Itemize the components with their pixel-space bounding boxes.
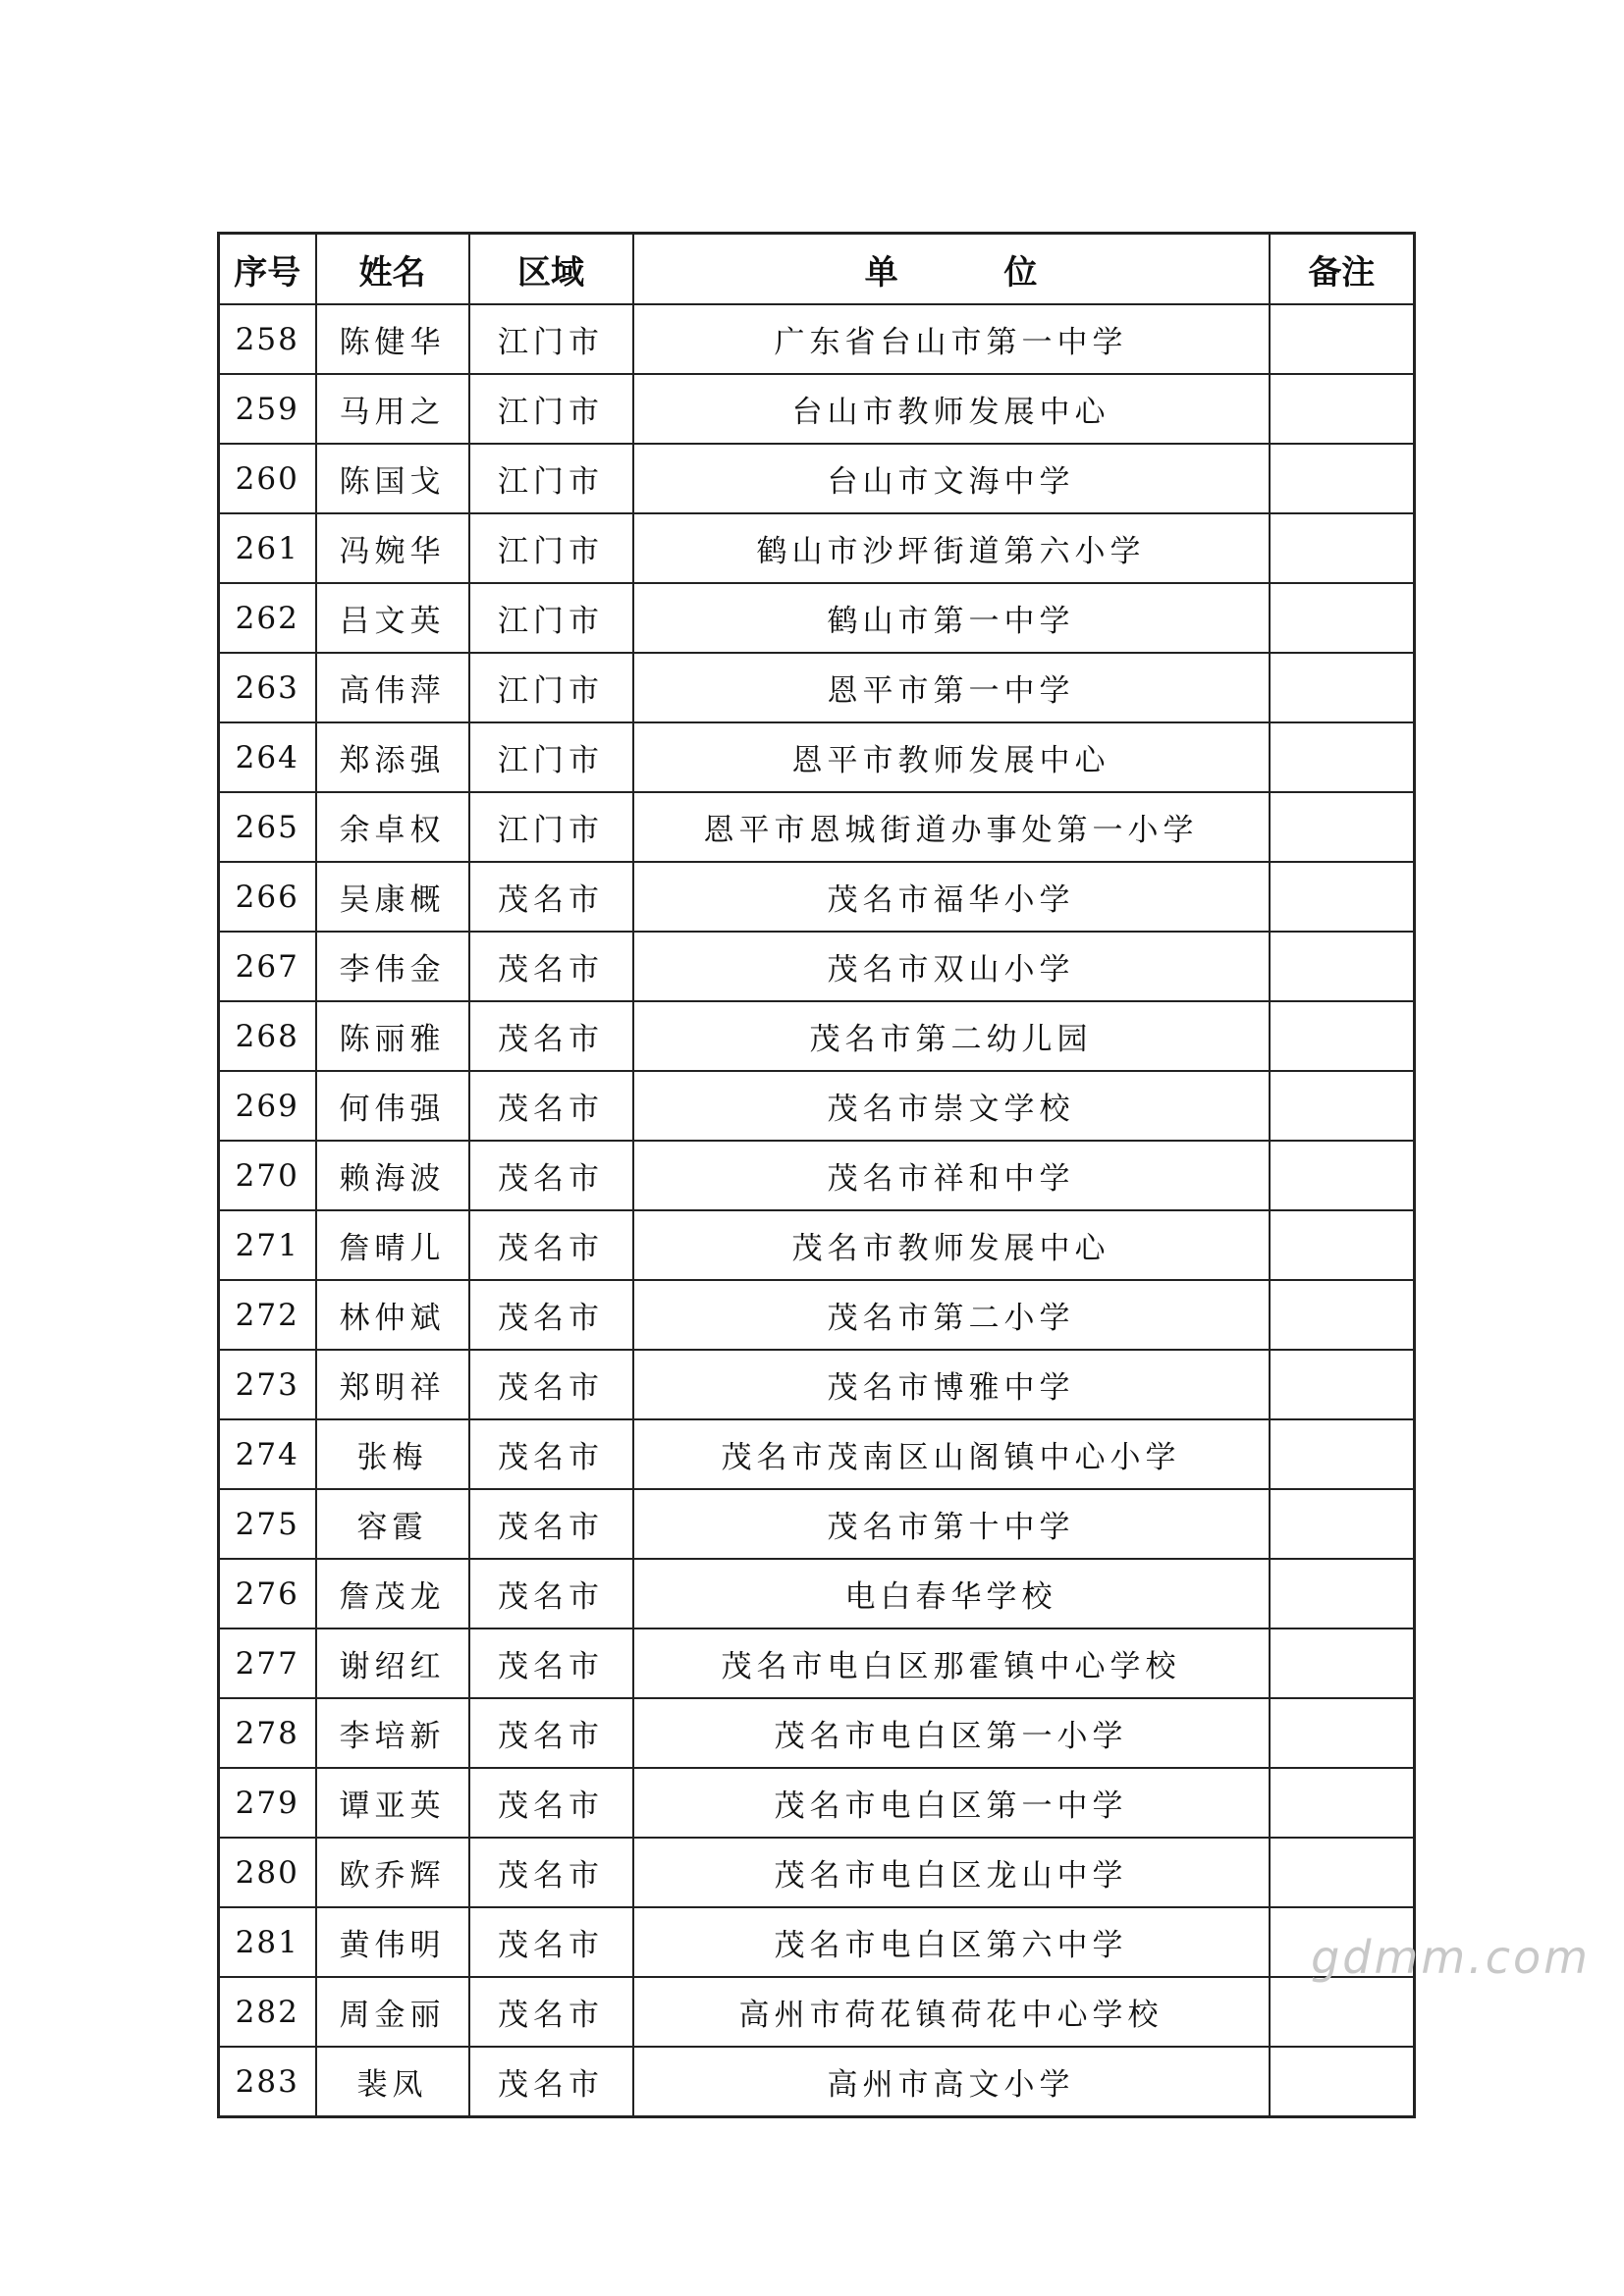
cell-no: 279 (219, 1768, 316, 1838)
cell-name: 陈国戈 (316, 444, 469, 513)
cell-note (1270, 513, 1415, 583)
cell-region: 江门市 (469, 304, 633, 374)
cell-no: 262 (219, 583, 316, 653)
cell-unit: 茂名市电白区第一中学 (633, 1768, 1270, 1838)
cell-name: 谭亚英 (316, 1768, 469, 1838)
table-row (219, 513, 1415, 583)
cell-name: 陈健华 (316, 304, 469, 374)
cell-name: 张梅 (316, 1419, 469, 1489)
cell-region: 江门市 (469, 374, 633, 444)
cell-unit: 茂名市第二幼儿园 (633, 1001, 1270, 1071)
cell-name: 林仲斌 (316, 1280, 469, 1350)
cell-no: 268 (219, 1001, 316, 1071)
table-row (219, 1350, 1415, 1419)
table-row (219, 932, 1415, 1001)
cell-no: 265 (219, 792, 316, 862)
cell-name: 谢绍红 (316, 1629, 469, 1698)
table-row (219, 304, 1415, 374)
cell-unit: 鹤山市第一中学 (633, 583, 1270, 653)
table-row (219, 1141, 1415, 1210)
watermark: gdmm.com (1311, 1931, 1591, 1984)
cell-region: 茂名市 (469, 1001, 633, 1071)
cell-name: 容霞 (316, 1489, 469, 1559)
cell-region: 茂名市 (469, 862, 633, 932)
cell-no: 264 (219, 722, 316, 792)
cell-unit: 茂名市电白区第一小学 (633, 1698, 1270, 1768)
cell-no: 271 (219, 1210, 316, 1280)
header-name: 姓名 (316, 234, 469, 305)
table-row (219, 1768, 1415, 1838)
cell-unit: 茂名市双山小学 (633, 932, 1270, 1001)
cell-unit: 茂名市祥和中学 (633, 1141, 1270, 1210)
cell-region: 江门市 (469, 653, 633, 722)
table-row (219, 1419, 1415, 1489)
cell-name: 赖海波 (316, 1141, 469, 1210)
cell-region: 茂名市 (469, 1977, 633, 2047)
cell-region: 茂名市 (469, 1489, 633, 1559)
cell-no: 283 (219, 2047, 316, 2117)
table-header (219, 234, 1415, 305)
cell-region: 茂名市 (469, 1768, 633, 1838)
cell-unit: 鹤山市沙坪街道第六小学 (633, 513, 1270, 583)
cell-name: 欧乔辉 (316, 1838, 469, 1907)
cell-region: 茂名市 (469, 1350, 633, 1419)
cell-note (1270, 1977, 1415, 2047)
cell-note (1270, 932, 1415, 1001)
cell-note (1270, 1210, 1415, 1280)
cell-no: 267 (219, 932, 316, 1001)
cell-no: 261 (219, 513, 316, 583)
cell-unit: 茂名市第十中学 (633, 1489, 1270, 1559)
cell-note (1270, 722, 1415, 792)
cell-region: 茂名市 (469, 1698, 633, 1768)
cell-unit: 茂名市第二小学 (633, 1280, 1270, 1350)
cell-name: 陈丽雅 (316, 1001, 469, 1071)
cell-no: 276 (219, 1559, 316, 1629)
cell-name: 詹茂龙 (316, 1559, 469, 1629)
cell-name: 黄伟明 (316, 1907, 469, 1977)
cell-note (1270, 792, 1415, 862)
cell-note (1270, 1559, 1415, 1629)
cell-name: 李培新 (316, 1698, 469, 1768)
cell-no: 273 (219, 1350, 316, 1419)
table-row (219, 374, 1415, 444)
header-row (219, 234, 1415, 305)
table-row (219, 1629, 1415, 1698)
cell-note (1270, 583, 1415, 653)
cell-no: 277 (219, 1629, 316, 1698)
table-row (219, 653, 1415, 722)
table-row (219, 1489, 1415, 1559)
cell-note (1270, 1838, 1415, 1907)
table-row (219, 862, 1415, 932)
table-row (219, 1280, 1415, 1350)
table-body (219, 304, 1415, 2117)
cell-note (1270, 374, 1415, 444)
cell-unit: 茂名市电白区那霍镇中心学校 (633, 1629, 1270, 1698)
cell-unit: 茂名市福华小学 (633, 862, 1270, 932)
cell-no: 270 (219, 1141, 316, 1210)
table-row (219, 792, 1415, 862)
cell-note (1270, 1001, 1415, 1071)
cell-unit: 茂名市茂南区山阁镇中心小学 (633, 1419, 1270, 1489)
cell-name: 郑添强 (316, 722, 469, 792)
table-row (219, 1071, 1415, 1141)
cell-name: 马用之 (316, 374, 469, 444)
table-row (219, 1977, 1415, 2047)
cell-note (1270, 444, 1415, 513)
cell-name: 吕文英 (316, 583, 469, 653)
cell-region: 江门市 (469, 722, 633, 792)
cell-note (1270, 1489, 1415, 1559)
cell-name: 冯婉华 (316, 513, 469, 583)
cell-region: 江门市 (469, 513, 633, 583)
cell-unit: 高州市高文小学 (633, 2047, 1270, 2117)
cell-unit: 电白春华学校 (633, 1559, 1270, 1629)
cell-unit: 台山市文海中学 (633, 444, 1270, 513)
cell-name: 李伟金 (316, 932, 469, 1001)
cell-unit: 广东省台山市第一中学 (633, 304, 1270, 374)
cell-region: 茂名市 (469, 1559, 633, 1629)
cell-name: 吴康概 (316, 862, 469, 932)
cell-no: 263 (219, 653, 316, 722)
cell-note (1270, 1280, 1415, 1350)
table-row (219, 1907, 1415, 1977)
cell-region: 茂名市 (469, 932, 633, 1001)
cell-no: 266 (219, 862, 316, 932)
header-note: 备注 (1270, 234, 1415, 305)
cell-unit: 茂名市电白区龙山中学 (633, 1838, 1270, 1907)
table-row (219, 583, 1415, 653)
cell-region: 茂名市 (469, 1629, 633, 1698)
cell-region: 茂名市 (469, 1210, 633, 1280)
table-row (219, 1210, 1415, 1280)
cell-note (1270, 1698, 1415, 1768)
cell-name: 高伟萍 (316, 653, 469, 722)
cell-no: 275 (219, 1489, 316, 1559)
cell-region: 江门市 (469, 444, 633, 513)
cell-region: 茂名市 (469, 1280, 633, 1350)
cell-region: 茂名市 (469, 1071, 633, 1141)
cell-no: 282 (219, 1977, 316, 2047)
table-row (219, 2047, 1415, 2117)
cell-no: 259 (219, 374, 316, 444)
roster-table (217, 232, 1416, 2118)
cell-name: 余卓权 (316, 792, 469, 862)
cell-unit: 台山市教师发展中心 (633, 374, 1270, 444)
table-row (219, 444, 1415, 513)
table-row (219, 1838, 1415, 1907)
cell-region: 茂名市 (469, 1141, 633, 1210)
cell-no: 280 (219, 1838, 316, 1907)
cell-unit: 茂名市崇文学校 (633, 1071, 1270, 1141)
cell-unit: 恩平市教师发展中心 (633, 722, 1270, 792)
cell-note (1270, 653, 1415, 722)
header-no: 序号 (219, 234, 316, 305)
cell-no: 278 (219, 1698, 316, 1768)
cell-name: 詹晴儿 (316, 1210, 469, 1280)
cell-name: 何伟强 (316, 1071, 469, 1141)
cell-note (1270, 1350, 1415, 1419)
table-row (219, 1698, 1415, 1768)
cell-note (1270, 862, 1415, 932)
cell-unit: 茂名市电白区第六中学 (633, 1907, 1270, 1977)
cell-note (1270, 1141, 1415, 1210)
cell-region: 江门市 (469, 792, 633, 862)
cell-name: 周金丽 (316, 1977, 469, 2047)
cell-name: 郑明祥 (316, 1350, 469, 1419)
cell-region: 茂名市 (469, 1838, 633, 1907)
cell-region: 茂名市 (469, 2047, 633, 2117)
cell-unit: 茂名市博雅中学 (633, 1350, 1270, 1419)
cell-region: 茂名市 (469, 1907, 633, 1977)
cell-unit: 茂名市教师发展中心 (633, 1210, 1270, 1280)
cell-no: 269 (219, 1071, 316, 1141)
header-unit: 单 位 (633, 234, 1270, 305)
cell-no: 274 (219, 1419, 316, 1489)
cell-no: 260 (219, 444, 316, 513)
cell-note (1270, 2047, 1415, 2117)
table-row (219, 1001, 1415, 1071)
cell-region: 茂名市 (469, 1419, 633, 1489)
cell-unit: 恩平市第一中学 (633, 653, 1270, 722)
cell-note (1270, 1768, 1415, 1838)
cell-name: 裴凤 (316, 2047, 469, 2117)
cell-note (1270, 1419, 1415, 1489)
cell-unit: 恩平市恩城街道办事处第一小学 (633, 792, 1270, 862)
cell-note (1270, 1629, 1415, 1698)
cell-note (1270, 1071, 1415, 1141)
cell-no: 258 (219, 304, 316, 374)
table-row (219, 1559, 1415, 1629)
cell-note (1270, 304, 1415, 374)
table-row (219, 722, 1415, 792)
header-region: 区域 (469, 234, 633, 305)
cell-no: 272 (219, 1280, 316, 1350)
cell-no: 281 (219, 1907, 316, 1977)
cell-unit: 高州市荷花镇荷花中心学校 (633, 1977, 1270, 2047)
cell-region: 江门市 (469, 583, 633, 653)
